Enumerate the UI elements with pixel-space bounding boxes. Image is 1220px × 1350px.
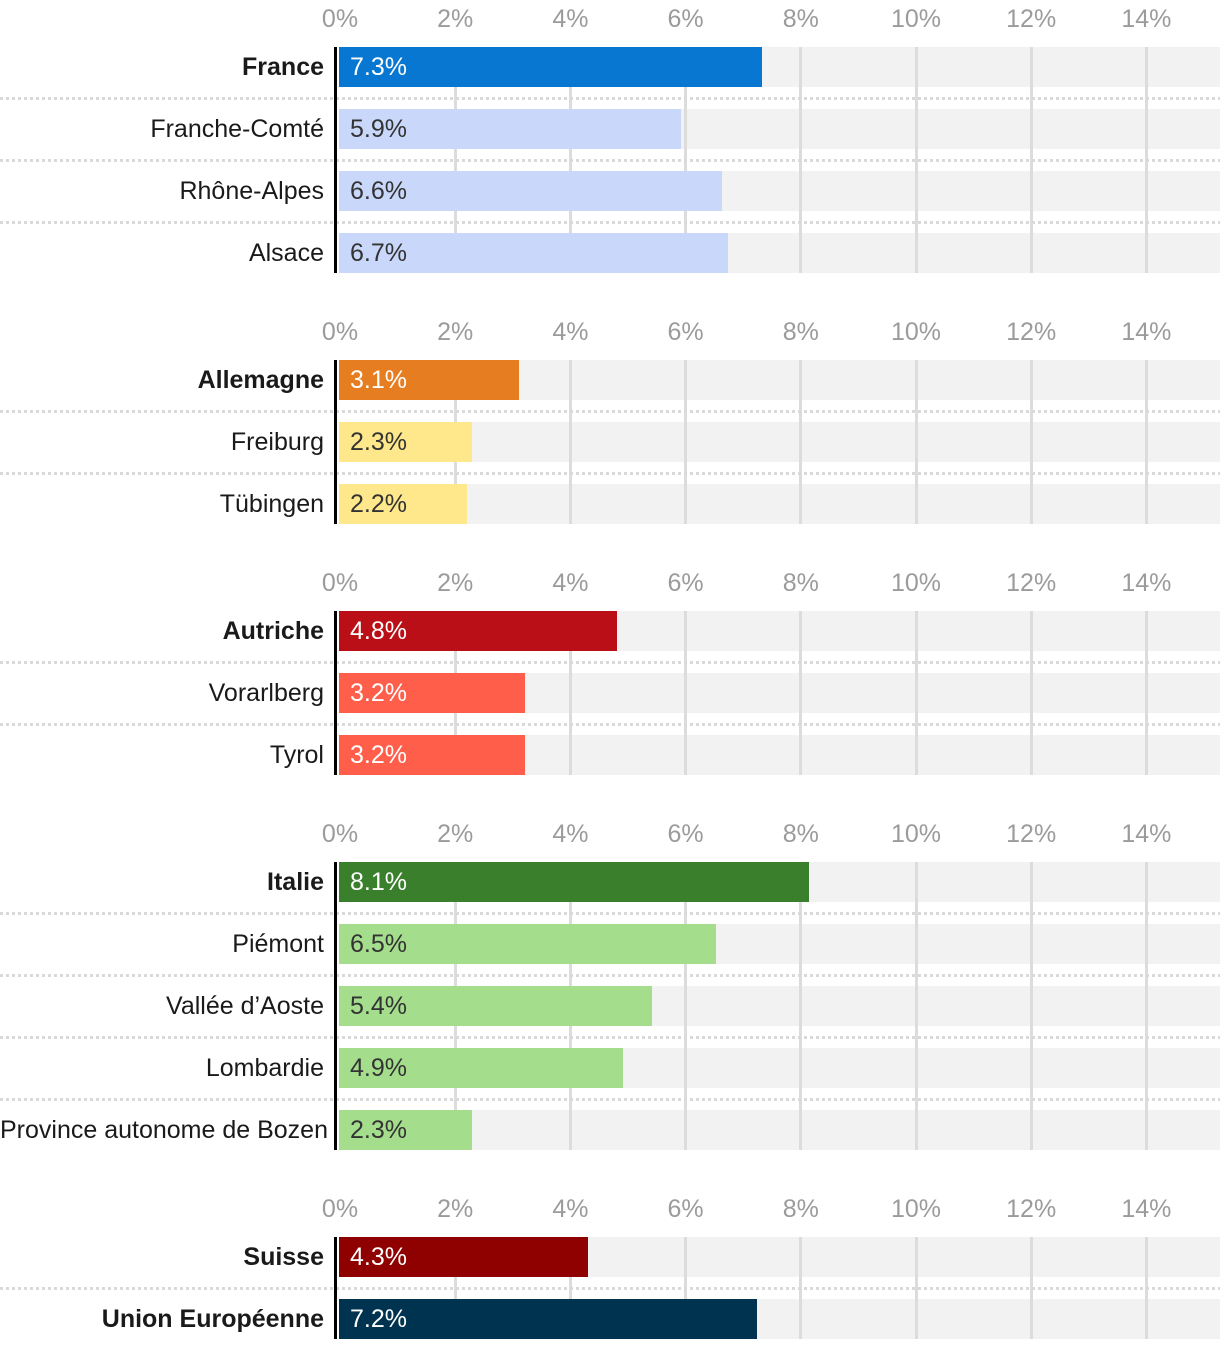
row-label: Allemagne xyxy=(197,365,324,394)
axis-tick-label: 14% xyxy=(1121,569,1172,597)
axis-tick-label: 2% xyxy=(437,5,474,33)
axis-tick-label: 6% xyxy=(667,820,704,848)
axis-tick-label: 2% xyxy=(437,820,474,848)
bar-track xyxy=(339,673,1220,713)
bar xyxy=(339,1299,757,1339)
axis-tick-label: 6% xyxy=(667,1195,704,1223)
axis-tick-label: 8% xyxy=(782,5,819,33)
axis-tick-label: 8% xyxy=(782,569,819,597)
table-row xyxy=(0,1226,1220,1288)
axis-tick-label: 12% xyxy=(1006,1195,1057,1223)
bar-value-label: 3.1% xyxy=(350,366,407,394)
axis-tick-label: 4% xyxy=(552,5,589,33)
bar-value-label: 2.2% xyxy=(350,490,407,518)
table-row xyxy=(0,411,1220,473)
chart-group-france xyxy=(0,0,1220,284)
bar xyxy=(339,673,525,713)
row-label: Rhône-Alpes xyxy=(179,176,324,205)
axis-tick-label: 6% xyxy=(667,5,704,33)
axis-tick-label: 10% xyxy=(890,5,942,33)
table-row xyxy=(0,160,1220,222)
bar-track xyxy=(339,924,1220,964)
axis-tick-label: 8% xyxy=(782,820,819,848)
bar xyxy=(339,109,681,149)
row-label: Province autonome de Bozen xyxy=(0,1115,328,1144)
bar xyxy=(339,1237,588,1277)
axis-row xyxy=(0,1190,1220,1226)
bar-value-label: 6.5% xyxy=(350,930,407,958)
axis-tick-label: 6% xyxy=(667,318,704,346)
table-row xyxy=(0,36,1220,98)
bar-value-label: 6.6% xyxy=(350,177,407,205)
bar-track xyxy=(339,171,1220,211)
bar xyxy=(339,422,472,462)
bar-track xyxy=(339,484,1220,524)
chart-group-suisse-ue xyxy=(0,1190,1220,1350)
row-label: Italie xyxy=(267,867,324,896)
row-label: France xyxy=(242,52,324,81)
axis-tick-label: 12% xyxy=(1006,5,1057,33)
bar-value-label: 8.1% xyxy=(350,868,407,896)
row-label: Tübingen xyxy=(219,489,324,518)
axis-tick-label: 4% xyxy=(552,1195,589,1223)
row-label: Autriche xyxy=(222,616,324,645)
rows xyxy=(0,851,1220,1161)
bar-track xyxy=(339,1299,1220,1339)
axis-row xyxy=(0,313,1220,349)
axis-tick-label: 4% xyxy=(552,820,589,848)
table-row xyxy=(0,600,1220,662)
bar-value-label: 4.3% xyxy=(350,1243,407,1271)
bar-value-label: 3.2% xyxy=(350,679,407,707)
rows xyxy=(0,349,1220,535)
rows xyxy=(0,1226,1220,1350)
table-row xyxy=(0,975,1220,1037)
axis-tick-label: 10% xyxy=(890,569,942,597)
axis-tick-label: 6% xyxy=(667,569,704,597)
row-label: Tyrol xyxy=(269,740,324,769)
table-row xyxy=(0,1037,1220,1099)
axis-tick-label: 10% xyxy=(890,318,942,346)
axis-tick-label: 12% xyxy=(1006,569,1057,597)
bar xyxy=(339,986,652,1026)
axis-tick-label: 2% xyxy=(437,318,474,346)
table-row xyxy=(0,662,1220,724)
bar xyxy=(339,924,716,964)
axis-tick-label: 4% xyxy=(552,569,589,597)
row-label: Suisse xyxy=(243,1242,324,1271)
bar xyxy=(339,1048,623,1088)
bar-value-label: 7.3% xyxy=(350,53,407,81)
bar-track xyxy=(339,422,1220,462)
axis-tick-label: 0% xyxy=(321,820,359,848)
bar-track xyxy=(339,986,1220,1026)
axis-tick-label: 0% xyxy=(321,5,359,33)
bar xyxy=(339,171,722,211)
axis-tick-label: 4% xyxy=(552,318,589,346)
bar-track xyxy=(339,1110,1220,1150)
bar xyxy=(339,1110,472,1150)
bar-value-label: 7.2% xyxy=(350,1305,407,1333)
bar-track xyxy=(339,611,1220,651)
row-label: Freiburg xyxy=(230,427,324,456)
row-label: Vallée d’Aoste xyxy=(166,991,324,1020)
bar xyxy=(339,862,809,902)
axis-tick-label: 2% xyxy=(437,569,474,597)
table-row xyxy=(0,724,1220,786)
row-label: Piémont xyxy=(232,929,324,958)
axis-tick-label: 2% xyxy=(437,1195,474,1223)
bar-value-label: 2.3% xyxy=(350,1116,407,1144)
axis-row xyxy=(0,0,1220,36)
bar xyxy=(339,611,617,651)
bar-value-label: 5.4% xyxy=(350,992,407,1020)
chart-group-autriche xyxy=(0,564,1220,786)
bar-track xyxy=(339,109,1220,149)
bar-track xyxy=(339,1048,1220,1088)
row-label: Alsace xyxy=(248,238,324,267)
bar-value-label: 6.7% xyxy=(350,239,407,267)
table-row xyxy=(0,1099,1220,1161)
bar-track xyxy=(339,360,1220,400)
chart-group-italie xyxy=(0,815,1220,1161)
bar-value-label: 4.9% xyxy=(350,1054,407,1082)
axis-row xyxy=(0,815,1220,851)
axis-tick-label: 14% xyxy=(1121,318,1172,346)
bar-track xyxy=(339,1237,1220,1277)
row-label: Vorarlberg xyxy=(208,678,324,707)
table-row xyxy=(0,913,1220,975)
bar-track xyxy=(339,862,1220,902)
axis-tick-label: 0% xyxy=(321,318,359,346)
chart-group-allemagne xyxy=(0,313,1220,535)
bar-value-label: 4.8% xyxy=(350,617,407,645)
axis-tick-label: 8% xyxy=(782,318,819,346)
table-row xyxy=(0,1288,1220,1350)
axis-tick-label: 0% xyxy=(321,1195,359,1223)
row-label: Lombardie xyxy=(205,1053,324,1082)
axis-tick-label: 14% xyxy=(1121,5,1172,33)
bar xyxy=(339,484,467,524)
axis-tick-label: 14% xyxy=(1121,1195,1172,1223)
table-row xyxy=(0,222,1220,284)
table-row xyxy=(0,473,1220,535)
axis-tick-label: 8% xyxy=(782,1195,819,1223)
axis-tick-label: 14% xyxy=(1121,820,1172,848)
row-label: Union Européenne xyxy=(101,1304,324,1333)
axis-row xyxy=(0,564,1220,600)
row-label: Franche-Comté xyxy=(150,114,324,143)
bar xyxy=(339,47,762,87)
table-row xyxy=(0,98,1220,160)
axis-tick-label: 10% xyxy=(890,820,942,848)
bar-track xyxy=(339,233,1220,273)
bar-track xyxy=(339,47,1220,87)
table-row xyxy=(0,851,1220,913)
table-row xyxy=(0,349,1220,411)
axis-tick-label: 12% xyxy=(1006,318,1057,346)
bar-value-label: 2.3% xyxy=(350,428,407,456)
bar xyxy=(339,735,525,775)
bar xyxy=(339,233,728,273)
bar-value-label: 3.2% xyxy=(350,741,407,769)
bar-track xyxy=(339,735,1220,775)
axis-tick-label: 0% xyxy=(321,569,359,597)
axis-tick-label: 12% xyxy=(1006,820,1057,848)
bar xyxy=(339,360,519,400)
rows xyxy=(0,600,1220,786)
bar-value-label: 5.9% xyxy=(350,115,407,143)
axis-tick-label: 10% xyxy=(890,1195,942,1223)
rows xyxy=(0,36,1220,284)
